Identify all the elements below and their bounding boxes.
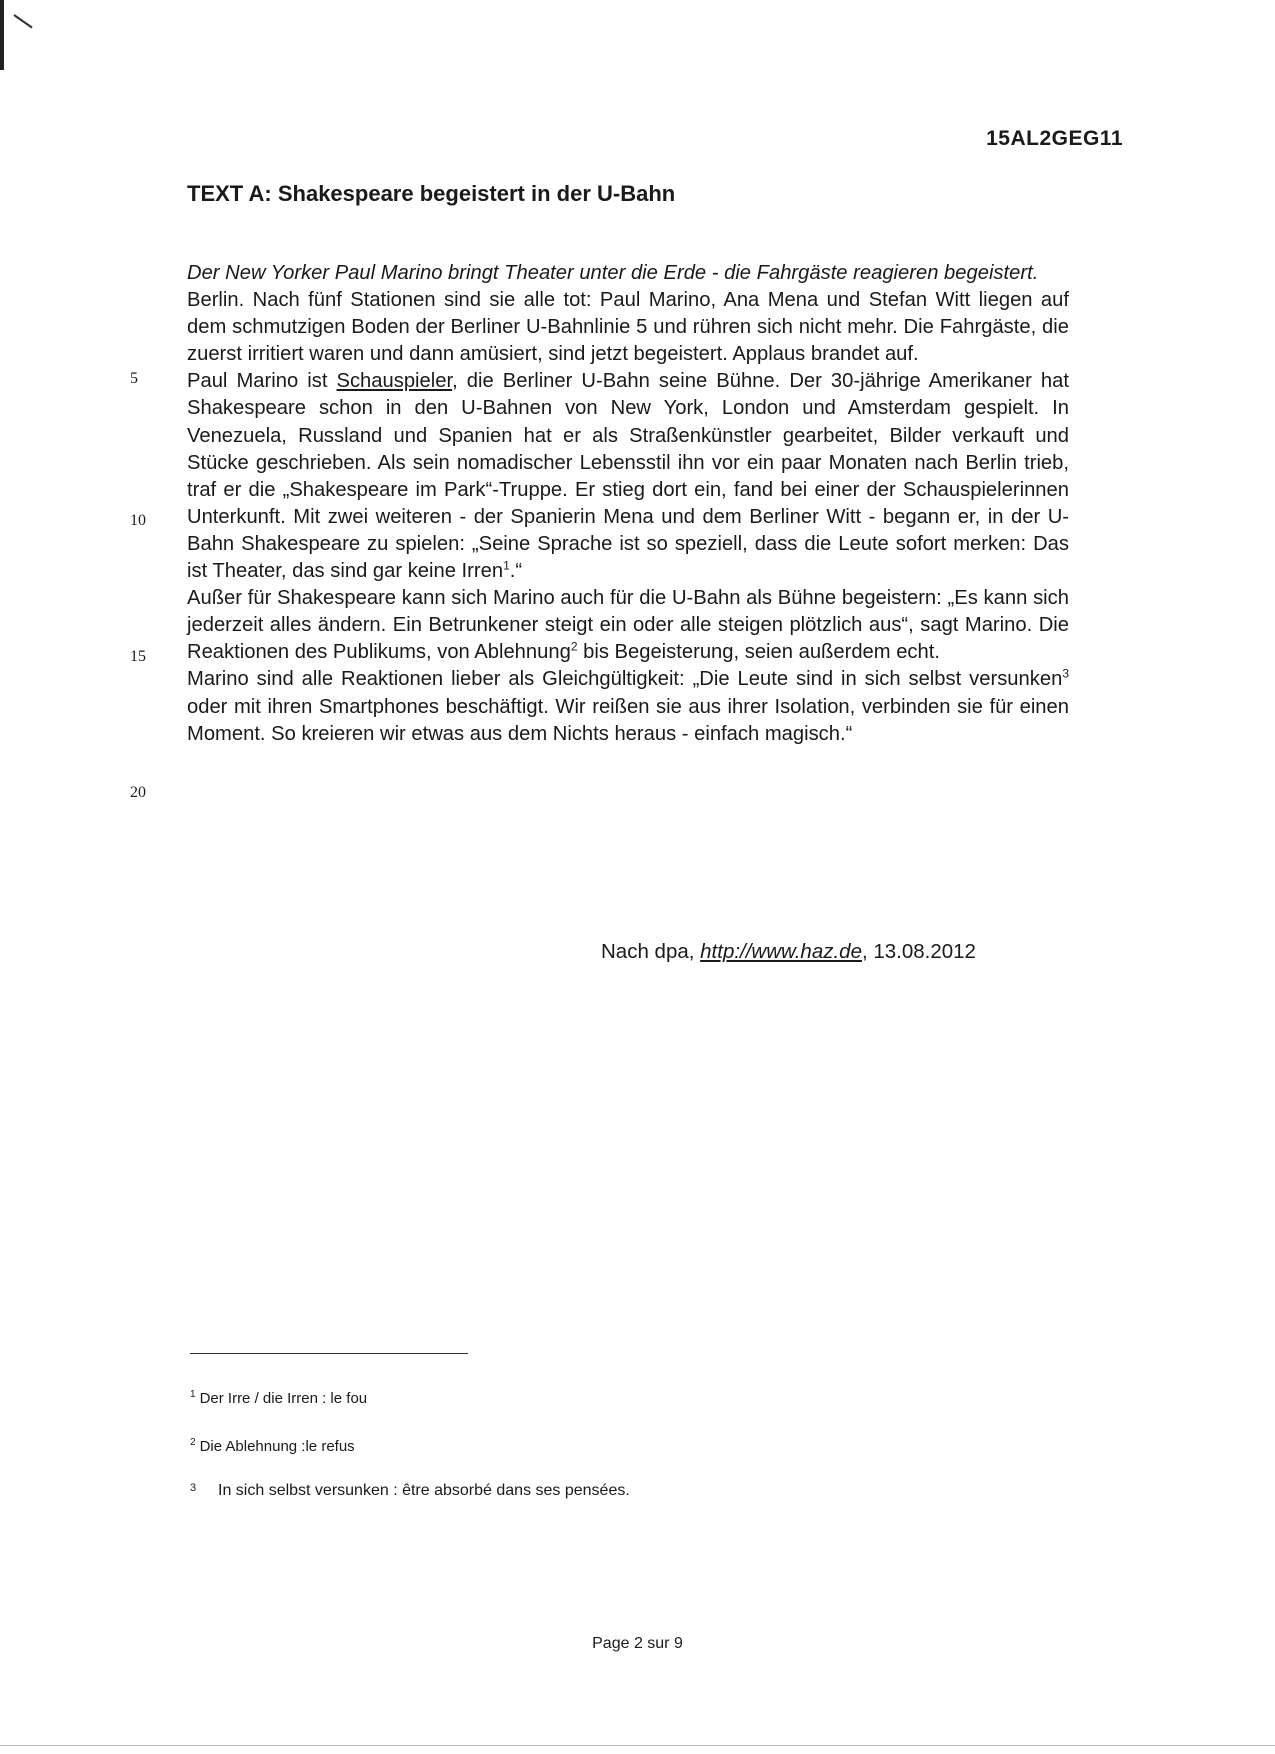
footnote-1: $^1$ Der Irre / die Irren : le fou (190, 1389, 368, 1407)
scan-bottom-edge (0, 1745, 1275, 1746)
article-paragraph-2: Paul Marino ist Schauspieler, die Berliner U-Bahn seine Bühne. Der 30-jährige Amerikaner hat Shakespeare schon in den U-Bahnen von New York, London und Amsterdam gespielt. In Venezuela, Russland und Spanien hat er als Straßenkünstler gearbeitet, Bilder verkauft und Stücke geschrieben. Als sein nomadischer Lebensstil ihn vor ein paar Monaten nach Berlin trieb, traf er die „Shakespeare im Park“-Truppe. Er stieg dort ein, fand bei einer der Schauspielerinnen Unterkunft. Mit zwei weiteren - der Spanierin Mena und dem Berliner Witt - begann er, in der U-Bahn Shakespeare zu spielen: „Seine Sprache ist so speziell, dass die Leute sofort merken: Das ist Theater, das sind gar keine Irren$^1$.“ (187, 370, 1069, 583)
article-paragraph-3: Außer für Shakespeare kann sich Marino auch für die U-Bahn als Bühne begeistern: „Es kann sich jederzeit alles ändern. Ein Betrunkener steigt ein oder alle steigen plötzlich aus“, sagt Marino. Die Reaktionen des Publikums, von Ablehnung$^2$ bis Begeisterung, seien außerdem echt. (187, 587, 1069, 664)
footnote-divider (190, 1353, 468, 1354)
document-title: TEXT A: Shakespeare begeistert in der U-Bahn (187, 181, 676, 206)
document-code: 15AL2GEG11 (986, 127, 1123, 150)
line-number-15: 15 (130, 648, 146, 665)
article-paragraph-1: Berlin. Nach fünf Stationen sind sie alle tot: Paul Marino, Ana Mena und Stefan Witt liegen auf dem schmutzigen Boden der Berliner U-Bahnlinie 5 und rühren sich nicht mehr. Die Fahrgäste, die zuerst irritiert waren und dann amüsiert, sind jetzt begeistert. Applaus brandet auf. (187, 289, 1069, 366)
source-link[interactable]: http://www.haz.de (700, 940, 862, 963)
footnote-ref-2: 2 (570, 639, 578, 654)
underlined-word: Schauspieler (336, 370, 453, 393)
source-citation: Nach dpa, http://www.haz.de, 13.08.2012 (601, 940, 976, 963)
scan-corner-mark (13, 14, 32, 28)
line-number-10: 10 (130, 512, 146, 529)
scan-edge-mark (0, 0, 4, 70)
page-number: Page 2 sur 9 (592, 1635, 683, 1652)
footnote-2: $^2$ Die Ablehnung :le refus (190, 1437, 355, 1455)
footnote-ref-3: 3 (1062, 666, 1069, 681)
line-number-20: 20 (130, 784, 146, 801)
line-number-5: 5 (130, 370, 138, 387)
footnote-3: 3 In sich selbst versunken : être absorbé dans ses pensées. (190, 1482, 630, 1499)
footnote-ref-1: 1 (503, 558, 510, 573)
article-body (187, 260, 1069, 748)
article-lead: Der New Yorker Paul Marino bringt Theater unter die Erde - die Fahrgäste reagieren begeistert. (187, 262, 1039, 284)
article-paragraph-4: Marino sind alle Reaktionen lieber als Gleichgültigkeit: „Die Leute sind in sich selbst versunken$^3$ oder mit ihren Smartphones beschäftigt. Wir reißen sie aus ihrer Isolation, verbinden sie für einen Moment. So kreieren wir etwas aus dem Nichts heraus - einfach magisch.“ (187, 666, 1069, 745)
